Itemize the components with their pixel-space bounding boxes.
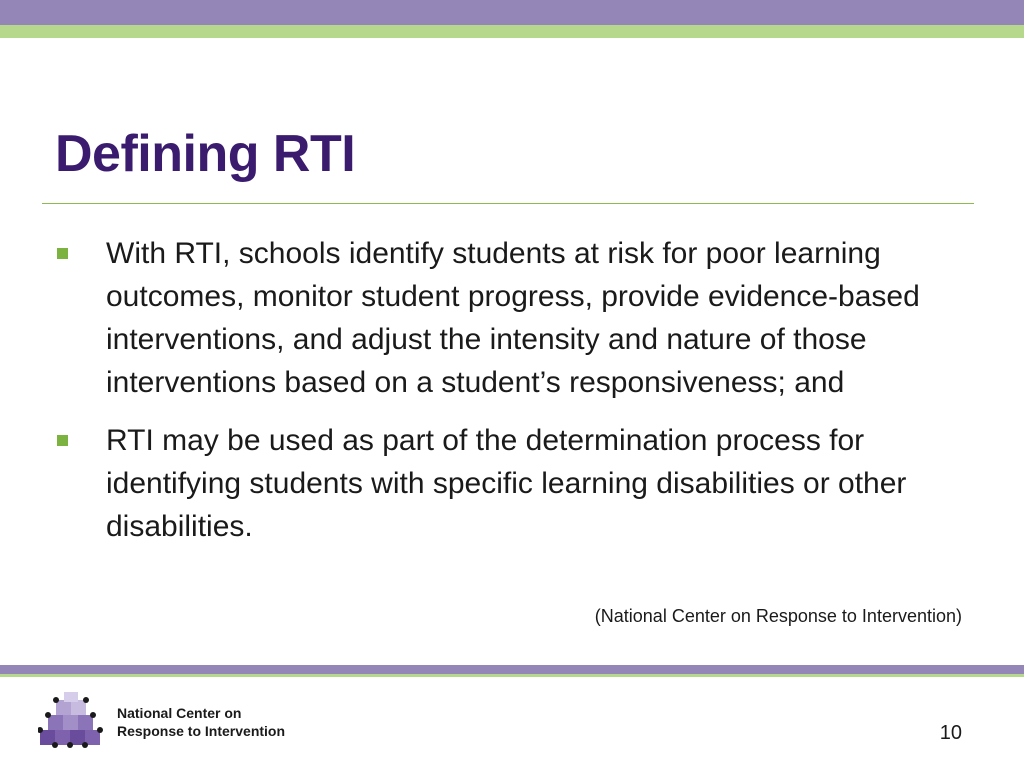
slide-title: Defining RTI [55, 125, 356, 183]
org-name [117, 704, 285, 740]
bullet-list [0, 232, 1024, 563]
square-bullet-icon [57, 248, 68, 259]
top-accent-bar-purple [0, 0, 1024, 25]
bullet-text: With RTI, schools identify students at risk for poor learning outcomes, monitor student progress, provide evidence-based interventions, and adjust the intensity and nature of those interventions based on a student’s responsiveness; and [106, 237, 920, 399]
bullet-text: RTI may be used as part of the determination process for identifying students with specific learning disabilities or other disabilities. [106, 424, 907, 543]
stacked-cubes-logo-icon [38, 690, 108, 754]
square-bullet-icon [57, 435, 68, 446]
title-divider [42, 203, 974, 204]
org-name-line-1: National Center on [117, 705, 242, 721]
top-accent-bar-green [0, 25, 1024, 38]
bullet-item [0, 232, 936, 404]
org-name-line-2: Response to Intervention [117, 723, 286, 739]
bullet-item [0, 419, 936, 548]
bottom-accent-bar-green [0, 674, 1024, 677]
bottom-accent-bar-purple [0, 665, 1024, 674]
page-number: 10 [939, 722, 962, 744]
citation: (National Center on Response to Intervention) [594, 606, 962, 626]
